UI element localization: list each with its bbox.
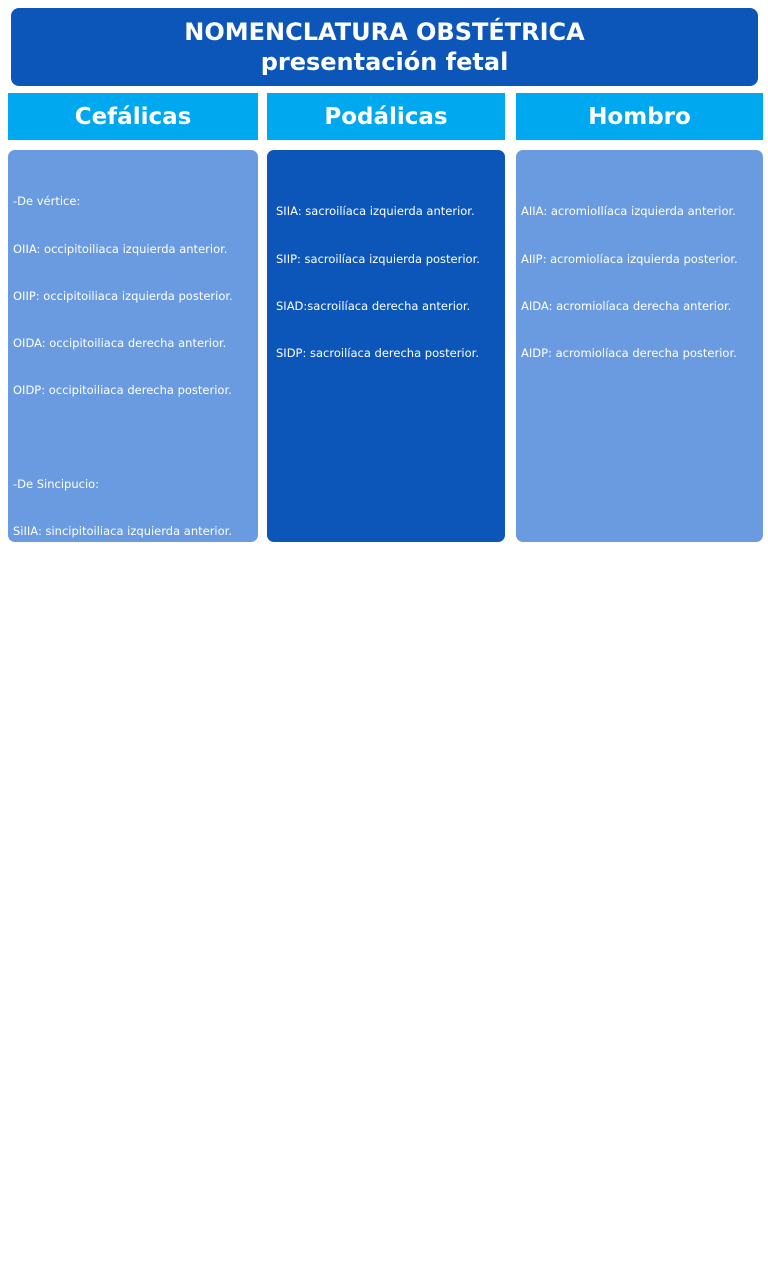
list-item: NIIP: nasoilíaca izquierda posterior. <box>13 853 215 868</box>
header-podalicas: Podálicas <box>267 93 505 140</box>
spacer <box>13 430 258 446</box>
list-item: AIDA: acromiolíaca derecha anterior. <box>521 298 732 313</box>
list-item: NIIA: nasoilíaca izquierda anterior. <box>13 806 210 821</box>
spacer <box>13 712 258 728</box>
list-item: OIIP: occipitoiliaca izquierda posterior. <box>13 288 233 303</box>
list-item: SIIP: sacroilíaca izquierda posterior. <box>276 251 480 266</box>
list-item: OIDP: occipitoiliaca derecha posterior. <box>13 382 232 397</box>
header-cefalicas: Cefálicas <box>8 93 258 140</box>
list-item: OIIA: occipitoiliaca izquierda anterior. <box>13 241 228 256</box>
header-hombro: Hombro <box>516 93 763 140</box>
list-item: MIDA: mentoilíaca derecha anterior. <box>13 1183 224 1198</box>
list-item: SIAD:sacroilíaca derecha anterior. <box>276 298 471 313</box>
list-item: NIDA: nasoilíaca derecha anterior. <box>13 900 209 915</box>
list-item: MIIA: mentoilíaca izquierda anterior. <box>13 1089 221 1104</box>
list-item: NIDP: nasoilíaca derecha posterior. <box>13 947 214 962</box>
title-subtitle: presentación fetal <box>260 48 509 76</box>
group-label-frente: -De frente: <box>13 759 76 774</box>
list-item: MIIP: mentoilíaca izquierda posterior. <box>13 1136 226 1151</box>
spacer <box>13 995 258 1011</box>
list-item: SIDP: sacroilíaca derecha posterior. <box>276 345 479 360</box>
list-item: SIIA: sacroilíaca izquierda anterior. <box>276 204 475 219</box>
group-label-cara: -De cara: <box>13 1042 66 1057</box>
list-item: SiIIP: sincipitoiliaca izquierda posterior. <box>13 571 238 586</box>
list-item: OIDA: occipitoiliaca derecha anterior. <box>13 335 227 350</box>
list-item: AIDP: acromiolíaca derecha posterior. <box>521 345 737 360</box>
title-banner <box>11 8 758 86</box>
list-item: SiIDA: sincipitoiliaca derecha anterior. <box>13 618 231 633</box>
list-item: SiDP: sincipitoiliaca derecha posterior. <box>13 665 237 680</box>
group-label-vertice: -De vértice: <box>13 194 81 209</box>
list-item: SiIIA: sincipitoiliaca izquierda anterior. <box>13 524 232 539</box>
list-item: AIIP: acromiolíaca izquierda posterior. <box>521 251 738 266</box>
panel-podalicas <box>267 150 505 542</box>
panel-cefalicas <box>8 150 258 1245</box>
list-item: MIDP: mentoilíaca derecha posterior. <box>13 1230 225 1245</box>
panel-hombro <box>516 150 763 542</box>
title-main: NOMENCLATURA OBSTÉTRICA <box>184 18 585 46</box>
list-item: AIIA: acromioIlíaca izquierda anterior. <box>521 204 736 219</box>
group-label-sincipucio: -De Sincipucio: <box>13 476 100 491</box>
